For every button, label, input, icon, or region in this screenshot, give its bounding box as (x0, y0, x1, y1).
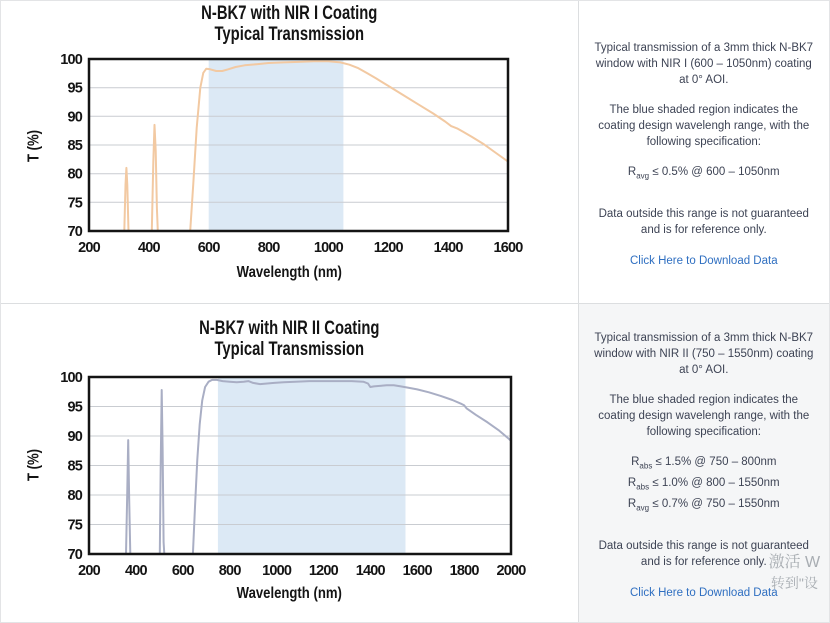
x-tick-label: 200 (78, 240, 100, 256)
x-tick-label: 800 (218, 563, 241, 579)
spec-subscript: abs (639, 460, 653, 470)
spec-value: ≤ 1.5% @ 750 – 800nm (652, 455, 777, 468)
chart-title-line2: Typical Transmission (214, 339, 365, 360)
description-paragraph: Typical transmission of a 3mm thick N-BK7 window with NIR II (750 – 1550nm) coating at 0° AOI. (594, 331, 814, 376)
x-tick-label: 400 (125, 563, 147, 579)
nir1-description-panel (578, 1, 829, 303)
y-tick-label: 85 (67, 458, 82, 475)
spec-symbol: R (631, 455, 640, 468)
nir1-plot-wrap (1, 45, 578, 264)
y-tick-label: 85 (67, 138, 82, 154)
spec-group (590, 453, 818, 518)
description-paragraph: Typical transmission of a 3mm thick N-BK7 window with NIR I (600 – 1050nm) coating at 0° AOI. (594, 41, 814, 86)
y-tick-label: 95 (67, 399, 82, 416)
y-tick-label: 75 (67, 517, 82, 534)
x-tick-label: 600 (171, 563, 194, 579)
x-tick-label: 1000 (313, 240, 343, 256)
download-data-link[interactable]: Click Here to Download Data (629, 587, 778, 600)
chart-title-line1: N-BK7 with NIR II Coating (199, 318, 380, 339)
nir2-chart-title (1, 318, 578, 360)
spec-line (590, 475, 818, 495)
nir1-chart-title (1, 3, 578, 45)
nir1-transmission-plot (1, 45, 578, 259)
nir2-row (1, 303, 829, 622)
spec-symbol: R (627, 476, 637, 489)
x-tick-label: 1200 (373, 240, 403, 256)
download-data-link[interactable]: Click Here to Download Data (629, 255, 778, 268)
y-tick-label: 100 (60, 52, 82, 68)
spec-group (590, 163, 818, 185)
chart-title-line2: Typical Transmission (214, 24, 365, 45)
spec-line (590, 454, 818, 474)
x-tick-label: 600 (197, 240, 220, 256)
spec-value: ≤ 0.7% @ 750 – 1550nm (649, 498, 780, 511)
y-tick-label: 90 (67, 429, 82, 445)
nir2-plot-wrap (1, 360, 578, 585)
x-tick-label: 2000 (496, 563, 526, 579)
x-tick-label: 400 (138, 240, 160, 256)
y-tick-label: 90 (67, 109, 82, 126)
spec-symbol: R (627, 498, 637, 511)
spec-value: ≤ 0.5% @ 600 – 1050nm (649, 165, 780, 178)
chart-title-line1: N-BK7 with NIR I Coating (201, 3, 378, 24)
x-tick-label: 1600 (493, 240, 523, 256)
disclaimer-paragraph: Data outside this range is not guaranteed and is for reference only. (598, 540, 809, 569)
y-tick-label: 70 (67, 547, 82, 563)
nir2-chart-cell (1, 304, 578, 622)
spec-subscript: avg (636, 171, 650, 181)
y-tick-label: 100 (60, 370, 82, 386)
x-tick-label: 1400 (355, 563, 385, 579)
spec-line (590, 164, 818, 184)
spec-line (590, 496, 818, 516)
disclaimer-paragraph: Data outside this range is not guaranteed and is for reference only. (598, 208, 809, 237)
y-tick-label: 75 (67, 195, 82, 212)
spec-symbol: R (627, 165, 637, 178)
x-axis-label: Wavelength (nm) (236, 264, 342, 281)
y-axis-label: T (%) (25, 129, 43, 163)
x-tick-label: 200 (78, 563, 100, 579)
nir2-transmission-plot (1, 360, 578, 580)
spec-subscript: avg (636, 503, 650, 513)
y-axis-label: T (%) (25, 448, 43, 482)
shaded-region-paragraph: The blue shaded region indicates the coating design wavelengh range, with the following specification: (598, 393, 810, 438)
spec-value: ≤ 1.0% @ 800 – 1550nm (649, 476, 780, 489)
shaded-region-paragraph: The blue shaded region indicates the coating design wavelengh range, with the following specification: (598, 103, 810, 148)
x-tick-label: 1800 (449, 563, 479, 579)
y-tick-label: 70 (67, 224, 82, 240)
x-axis-label: Wavelength (nm) (236, 585, 342, 602)
x-tick-label: 1400 (433, 240, 463, 256)
x-tick-label: 1000 (262, 563, 292, 579)
nir1-row (1, 1, 829, 303)
y-tick-label: 80 (67, 166, 82, 183)
x-tick-label: 800 (257, 240, 280, 256)
nir2-description-panel (578, 304, 829, 622)
nir1-chart-cell (1, 1, 578, 303)
x-tick-label: 1600 (402, 563, 432, 579)
y-tick-label: 80 (67, 488, 82, 504)
spec-subscript: abs (636, 482, 650, 492)
watermark-line1: 激活 W (768, 554, 821, 571)
y-tick-label: 95 (67, 80, 82, 97)
watermark-line2: 转到"设 (770, 575, 818, 591)
x-tick-label: 1200 (308, 563, 338, 579)
